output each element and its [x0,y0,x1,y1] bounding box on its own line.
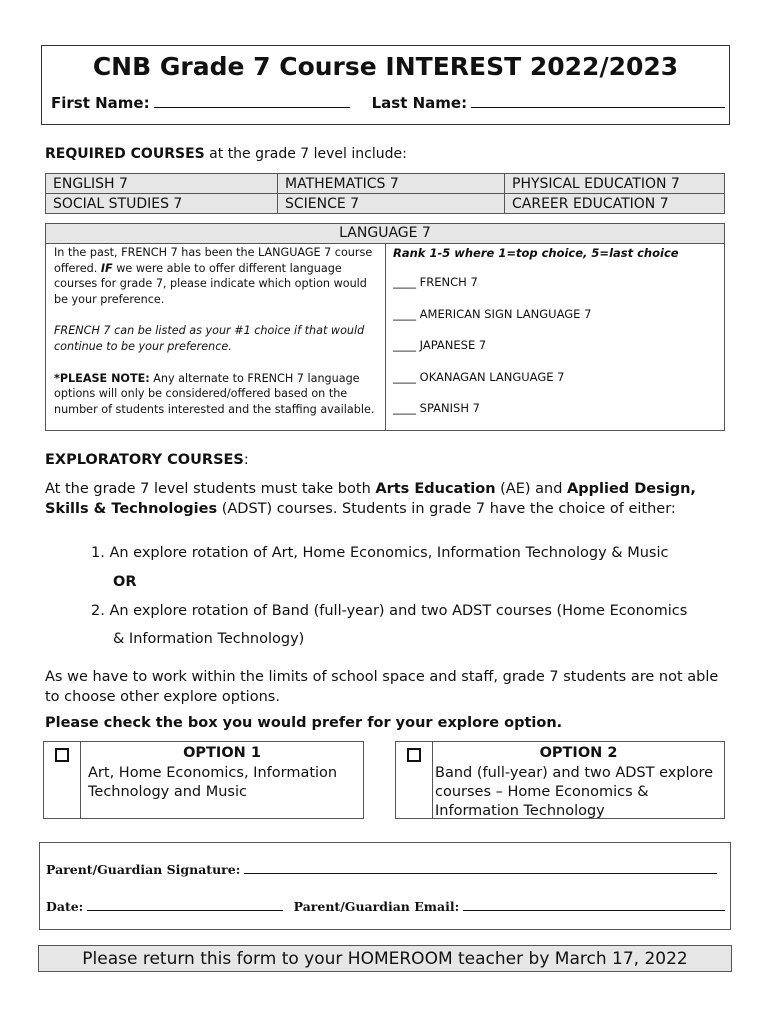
explore-item-2-cont: & Information Technology) [113,631,305,647]
language-info-text: In the past, FRENCH 7 has been the LANGUAGE 7 course offered. [54,246,373,275]
language-info-if: IF [100,261,113,275]
return-note: Please return this form to your HOMEROOM teacher by March 17, 2022 [38,945,732,972]
option-2-checkbox[interactable] [407,748,421,762]
date-email-row [46,898,725,914]
language-info-paragraph [54,245,377,307]
option-2-title: OPTION 2 [539,745,618,761]
option-1-title: OPTION 1 [183,745,261,761]
last-name-label: Last Name: [371,94,468,112]
exploratory-intro-text: (AE) and [495,481,568,497]
please-note-text: Any alternate to FRENCH 7 language options will only be considered/offered based on the number of students interested and the staffing available. [54,371,375,416]
signature-row [46,861,717,877]
course-cell: CAREER EDUCATION 7 [505,194,725,214]
signature-section [39,842,731,930]
exploratory-intro-text: At the grade 7 level students must take both [45,481,376,497]
course-cell: SCIENCE 7 [278,194,505,214]
french-choice-note: FRENCH 7 can be listed as your #1 choice if that would continue to be your preference. [54,324,365,353]
first-name-label: First Name: [51,94,150,112]
exploratory-intro-text: (ADST) courses. Students in grade 7 have the choice of either: [217,500,676,517]
exploratory-heading-text: EXPLORATORY COURSES [45,452,244,468]
language-header: LANGUAGE 7 [46,224,724,244]
form-title: CNB Grade 7 Course INTEREST 2022/2023 [92,52,679,81]
list-number: 1. [91,545,105,561]
rank-option-asl[interactable]: ____ AMERICAN SIGN LANGUAGE 7 [393,307,592,321]
required-courses-table [45,173,725,214]
language-info-text: we were able to offer different language courses for grade 7, please indicate which option would be your preference. [54,261,367,306]
course-cell: ENGLISH 7 [46,174,278,194]
language-info [46,244,386,430]
required-courses-heading: REQUIRED COURSES [45,146,205,162]
form-header [41,45,730,125]
rank-option-japanese[interactable]: ____ JAPANESE 7 [393,338,487,352]
list-number: 2. [91,603,105,619]
rank-heading: Rank 1-5 where 1=top choice, 5=last choice [393,246,679,260]
list-item: An explore rotation of Band (full-year) and two ADST courses (Home Economics [109,603,688,619]
exploratory-intro [45,480,735,519]
option-2-box [395,741,725,819]
email-field[interactable] [463,898,725,911]
rank-option-spanish[interactable]: ____ SPANISH 7 [393,401,480,415]
limits-note: As we have to work within the limits of school space and staff, grade 7 students are not able to choose other explore options. [45,669,719,705]
check-prompt: Please check the box you would prefer for your explore option. [45,715,563,731]
please-note [54,371,377,418]
option-2-description: Band (full-year) and two ADST explore courses – Home Economics & Information Technology [435,765,714,819]
signature-field[interactable] [244,861,717,874]
table-row [46,174,725,194]
or-divider: OR [113,574,137,590]
course-cell: PHYSICAL EDUCATION 7 [505,174,725,194]
explore-item-1 [91,545,668,561]
option-1-checkbox[interactable] [55,748,69,762]
signature-label: Parent/Guardian Signature: [46,862,241,877]
first-name-field[interactable] [154,93,350,108]
option-1-box [43,741,364,819]
rank-option-french[interactable]: ____ FRENCH 7 [393,275,478,289]
adst-term: Applied Design, Skills & Technologies [45,481,696,517]
course-cell: SOCIAL STUDIES 7 [46,194,278,214]
date-label: Date: [46,899,84,914]
language-section [45,223,725,431]
please-note-label: *PLEASE NOTE: [54,371,150,385]
table-row [46,194,725,214]
checkbox-cell [44,742,81,818]
date-field[interactable] [87,898,283,911]
exploratory-heading [45,452,249,468]
option-1-description: Art, Home Economics, Information Technology and Music [88,765,338,800]
arts-education-term: Arts Education [375,481,496,497]
language-ranking [387,244,724,430]
required-courses-intro-text: at the grade 7 level include: [204,146,407,162]
checkbox-cell [396,742,433,818]
list-item: An explore rotation of Art, Home Economics, Information Technology & Music [109,545,669,561]
last-name-field[interactable] [471,93,725,108]
course-cell: MATHEMATICS 7 [278,174,505,194]
required-courses-intro [45,146,407,162]
name-row [51,93,725,112]
explore-item-2 [91,603,687,619]
email-label: Parent/Guardian Email: [293,899,460,914]
rank-option-okanagan[interactable]: ____ OKANAGAN LANGUAGE 7 [393,370,565,384]
exploratory-heading-colon: : [243,452,249,468]
